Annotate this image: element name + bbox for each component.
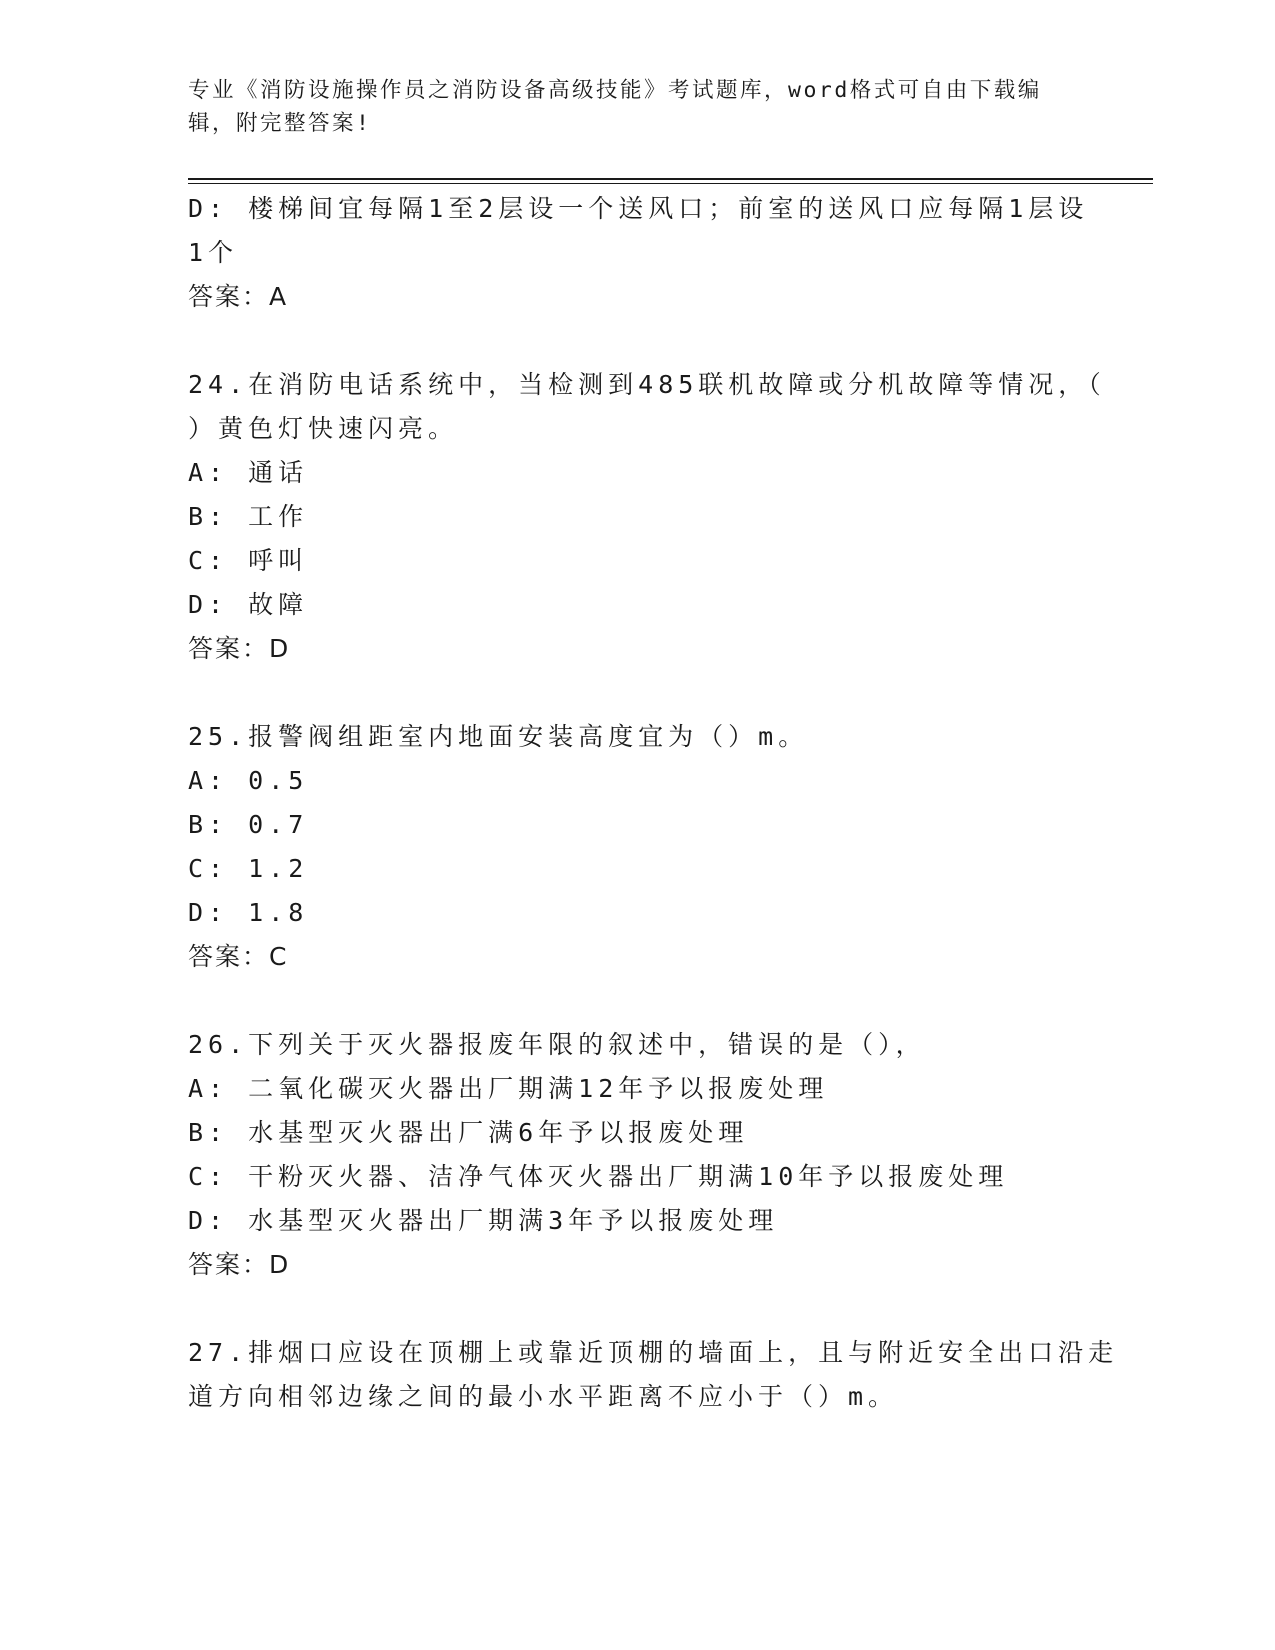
q24-option-a: A: 通话 — [188, 458, 309, 487]
q26-option-d: D: 水基型灭火器出厂期满3年予以报废处理 — [188, 1206, 779, 1235]
header-divider-thick — [188, 178, 1153, 180]
header-line-2: 辑，附完整答案! — [188, 111, 372, 136]
q25-option-c: C: 1.2 — [188, 854, 309, 883]
q24-stem-line-1: 24.在消防电话系统中，当检测到485联机故障或分机故障等情况，（ — [188, 370, 1106, 399]
q25-option-a: A: 0.5 — [188, 766, 309, 795]
q26-answer: 答案：D — [188, 1250, 291, 1279]
q26-option-a: A: 二氧化碳灭火器出厂期满12年予以报废处理 — [188, 1074, 829, 1103]
document-header — [188, 74, 1068, 140]
q26-stem: 26.下列关于灭火器报废年限的叙述中，错误的是（）， — [188, 1030, 926, 1059]
header-divider-thin — [188, 183, 1153, 184]
q27-stem-line-2: 道方向相邻边缘之间的最小水平距离不应小于（）m。 — [188, 1382, 899, 1411]
q23-answer: 答案：A — [188, 282, 289, 311]
q27-stem-line-1: 27.排烟口应设在顶棚上或靠近顶棚的墙面上，且与附近安全出口沿走 — [188, 1338, 1119, 1367]
q25-option-d: D: 1.8 — [188, 898, 309, 927]
header-line-1: 专业《消防设施操作员之消防设备高级技能》考试题库，word格式可自由下载编 — [188, 78, 1042, 103]
q25-option-b: B: 0.7 — [188, 810, 309, 839]
q24-answer: 答案：D — [188, 634, 291, 663]
q23-option-d-line-1: D: 楼梯间宜每隔1至2层设一个送风口；前室的送风口应每隔1层设 — [188, 194, 1089, 223]
q24-option-c: C: 呼叫 — [188, 546, 309, 575]
q25-stem: 25.报警阀组距室内地面安装高度宜为（）m。 — [188, 722, 809, 751]
q25-answer: 答案：C — [188, 942, 289, 971]
q26-option-c: C: 干粉灭火器、洁净气体灭火器出厂期满10年予以报废处理 — [188, 1162, 1009, 1191]
q24-option-d: D: 故障 — [188, 590, 309, 619]
q24-stem-line-2: ）黄色灯快速闪亮。 — [188, 414, 459, 443]
q26-option-b: B: 水基型灭火器出厂满6年予以报废处理 — [188, 1118, 749, 1147]
q24-option-b: B: 工作 — [188, 502, 309, 531]
q23-option-d-line-2: 1个 — [188, 238, 239, 267]
